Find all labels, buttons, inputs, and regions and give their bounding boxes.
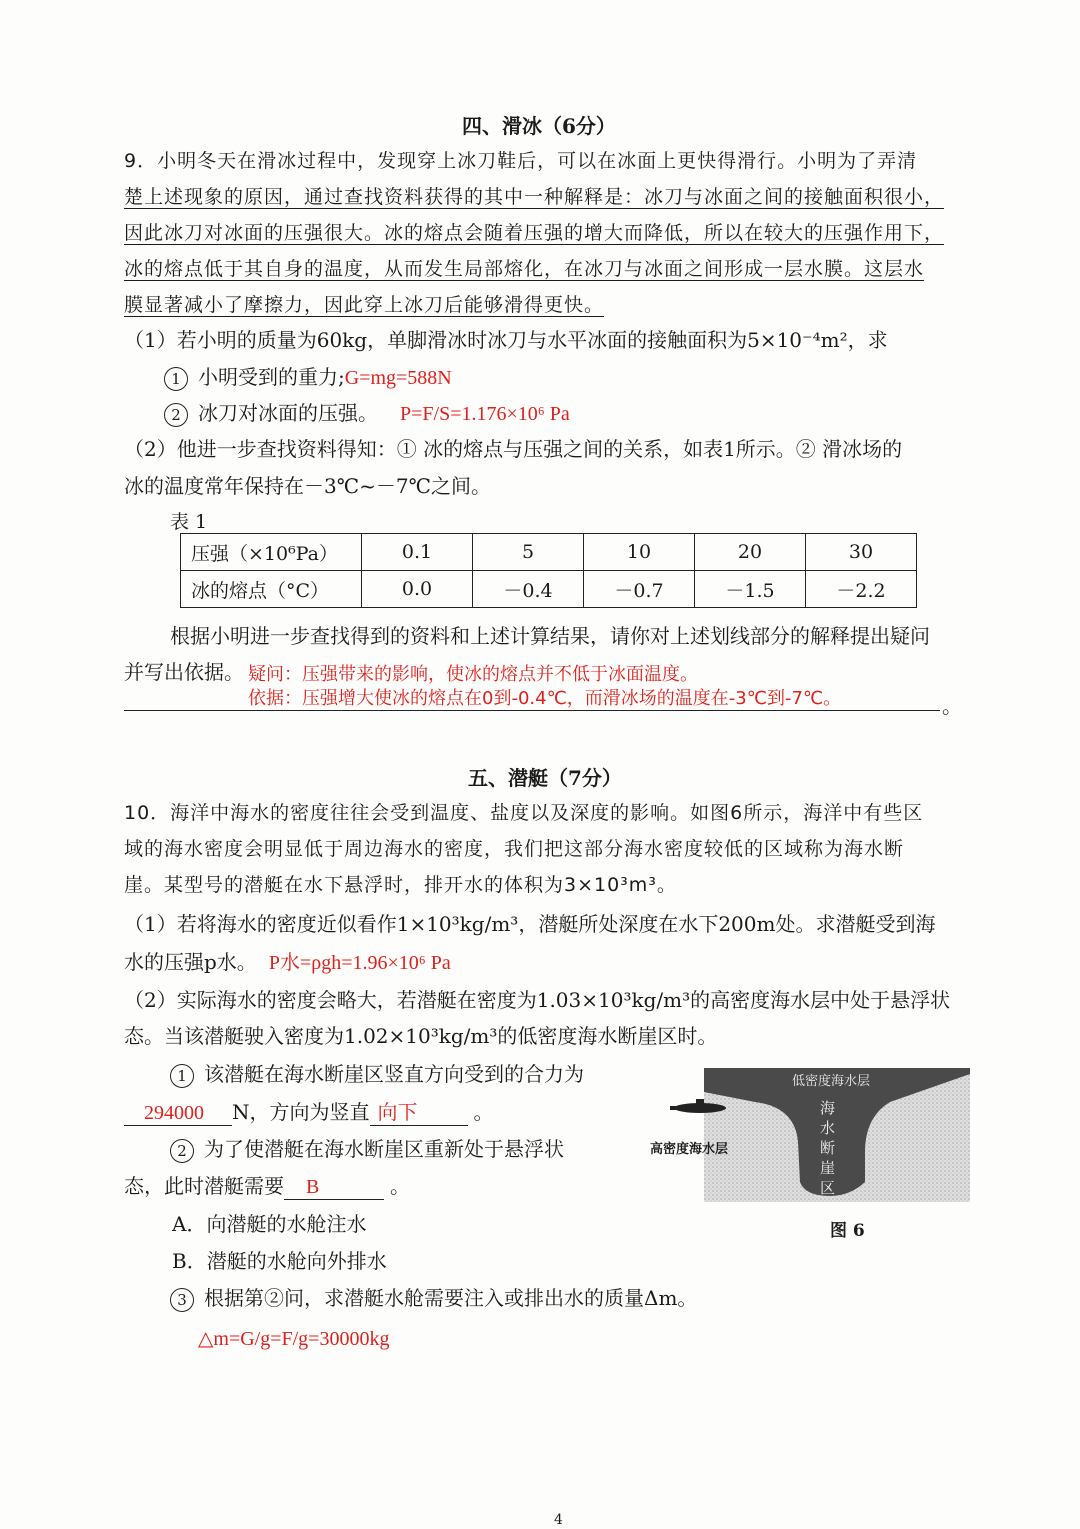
q10-sub1-line2 (124, 1096, 494, 1126)
circled-2-icon: 2 (164, 403, 188, 427)
q9-answer-doubt: 疑问：压强带来的影响，使冰的熔点并不低于冰面温度。 (248, 664, 698, 685)
q10-sub1-line1 (170, 1058, 584, 1088)
q10-sub2-end: 。 (390, 1174, 410, 1198)
choice-answer-blank[interactable] (284, 1174, 384, 1200)
q9-end-mark: 。 (942, 694, 962, 718)
section-title-submarine: 五、潜艇（7分） (468, 766, 622, 790)
q9-part1-b-label: 冰刀对冰面的压强。 (198, 401, 378, 425)
q9-line-1: 9．小明冬天在滑冰过程中，发现穿上冰刀鞋后，可以在冰面上更快得滑行。小明为了弄清 (124, 150, 918, 172)
q10-sub1-mid: N，方向为竖直 (232, 1100, 370, 1124)
answer-line (124, 710, 940, 711)
table-cell: －1.5 (695, 571, 806, 608)
q9-line-4: 冰的熔点低于其自身的温度，从而发生局部熔化，在冰刀与冰面之间形成一层水膜。这层水 (124, 258, 925, 280)
q10-line-1: 10．海洋中海水的密度往往会受到温度、盐度以及深度的影响。如图6所示，海洋中有些区 (124, 802, 924, 824)
q10-sub1-end: 。 (473, 1100, 494, 1124)
q9-part2-line1: （2）他进一步查找资料得知：① 冰的熔点与压强之间的关系，如表1所示。② 滑冰场的 (124, 437, 903, 461)
q9-line-2: 楚上述现象的原因，通过查找资料获得的其中一种解释是：冰刀与冰面之间的接触面积很小， (124, 186, 945, 208)
q10-part2-line2: 态。当该潜艇驶入密度为1.02×10³kg/m³的低密度海水断崖区时。 (124, 1024, 718, 1048)
figure-6 (650, 1062, 975, 1202)
circled-2-icon: 2 (170, 1139, 194, 1163)
q9-part1-a (164, 361, 452, 391)
circled-1-icon: 1 (164, 367, 188, 391)
table-cell: 20 (695, 534, 806, 571)
q10-part2-line1: （2）实际海水的密度会略大，若潜艇在密度为1.03×10³kg/m³的高密度海水层中处于悬浮状 (124, 988, 951, 1012)
figure-caption: 图 6 (830, 1221, 865, 1241)
table-cell: －2.2 (806, 571, 917, 608)
q10-part1-line1: （1）若将海水的密度近似看作1×10³kg/m³，潜艇所处深度在水下200m处。求潜艇受到海 (124, 912, 936, 936)
q10-sub3 (170, 1282, 697, 1312)
q10-sub1-text: 该潜艇在海水断崖区竖直方向受到的合力为 (204, 1062, 584, 1086)
q10-line-2: 域的海水密度会明显低于周边海水的密度，我们把这部分海水密度较低的区域称为海水断 (124, 838, 905, 860)
q9-line-5: 膜显著减小了摩擦力，因此穿上冰刀后能够滑得更快。 (124, 294, 605, 316)
table-header-pressure: 压强（×10⁶Pa） (181, 534, 362, 571)
circled-1-icon: 1 (170, 1064, 194, 1088)
q9-line-3: 因此冰刀对冰面的压强很大。冰的熔点会随着压强的增大而降低，所以在较大的压强作用下， (124, 222, 945, 244)
table-cell: 0.0 (362, 571, 473, 608)
option-a: A．向潜艇的水舱注水 (172, 1212, 367, 1236)
q9-ask-line2: 并写出依据。 (124, 660, 244, 684)
figure-label-cliff: 海水断崖区 (820, 1099, 836, 1197)
q9-ask-line1: 根据小明进一步查找得到的资料和上述计算结果，请你对上述划线部分的解释提出疑问 (170, 624, 930, 648)
table-cell: －0.4 (473, 571, 584, 608)
q9-part2-line2: 冰的温度常年保持在－3℃~－7℃之间。 (124, 474, 491, 498)
q10-sub3-text: 根据第②问，求潜艇水舱需要注入或排出水的质量Δm。 (204, 1286, 698, 1310)
direction-answer-blank[interactable] (370, 1096, 468, 1126)
figure-label-low-density: 低密度海水层 (792, 1074, 871, 1089)
q10-sub3-answer: △m=G/g=F/g=30000kg (198, 1328, 390, 1350)
option-b: B．潜艇的水舱向外排水 (172, 1249, 387, 1273)
choice-answer: B (306, 1176, 320, 1198)
q9-part1-a-answer: G=mg=588N (344, 367, 452, 389)
page-number: 4 (554, 1512, 563, 1528)
table-cell: 10 (584, 534, 695, 571)
table-row (181, 571, 917, 608)
figure-label-high-density: 高密度海水层 (650, 1142, 729, 1157)
table-cell: 30 (806, 534, 917, 571)
section-title-skating: 四、滑冰（6分） (462, 114, 616, 138)
q9-answer-basis: 依据：压强增大使冰的熔点在0到-0.4℃，而滑冰场的温度在-3℃到-7℃。 (248, 688, 842, 709)
table-caption: 表 1 (170, 511, 208, 533)
q9-part1-a-label: 小明受到的重力; (198, 365, 345, 389)
q10-part1-answer: P水=ρgh=1.96×10⁶ Pa (268, 952, 451, 974)
q9-part1-b-answer: P=F/S=1.176×10⁶ Pa (400, 403, 570, 425)
q10-sub2-line2 (124, 1170, 410, 1200)
direction-answer: 向下 (377, 1100, 418, 1124)
q10-line-3: 崖。某型号的潜艇在水下悬浮时，排开水的体积为3×10³m³。 (124, 874, 677, 896)
force-answer: 294000 (144, 1102, 204, 1124)
table-row (181, 534, 917, 571)
q10-part1-line2 (124, 946, 451, 975)
melting-point-table (180, 533, 917, 608)
q10-part1-line2-text: 水的压强p水。 (124, 950, 257, 974)
circled-3-icon: 3 (170, 1288, 194, 1312)
table-cell: 0.1 (362, 534, 473, 571)
table-cell: －0.7 (584, 571, 695, 608)
q9-part1-b (164, 397, 570, 427)
q10-sub2-line1 (170, 1133, 564, 1163)
q9-part1: （1）若小明的质量为60kg，单脚滑冰时冰刀与水平冰面的接触面积为5×10⁻⁴m²，求 (124, 328, 888, 352)
table-header-melting-point: 冰的熔点（°C） (181, 571, 362, 608)
q10-sub2-line2-text: 态，此时潜艇需要 (124, 1174, 284, 1198)
force-answer-blank[interactable] (124, 1100, 232, 1126)
q10-sub2-text: 为了使潜艇在海水断崖区重新处于悬浮状 (204, 1137, 564, 1161)
table-cell: 5 (473, 534, 584, 571)
